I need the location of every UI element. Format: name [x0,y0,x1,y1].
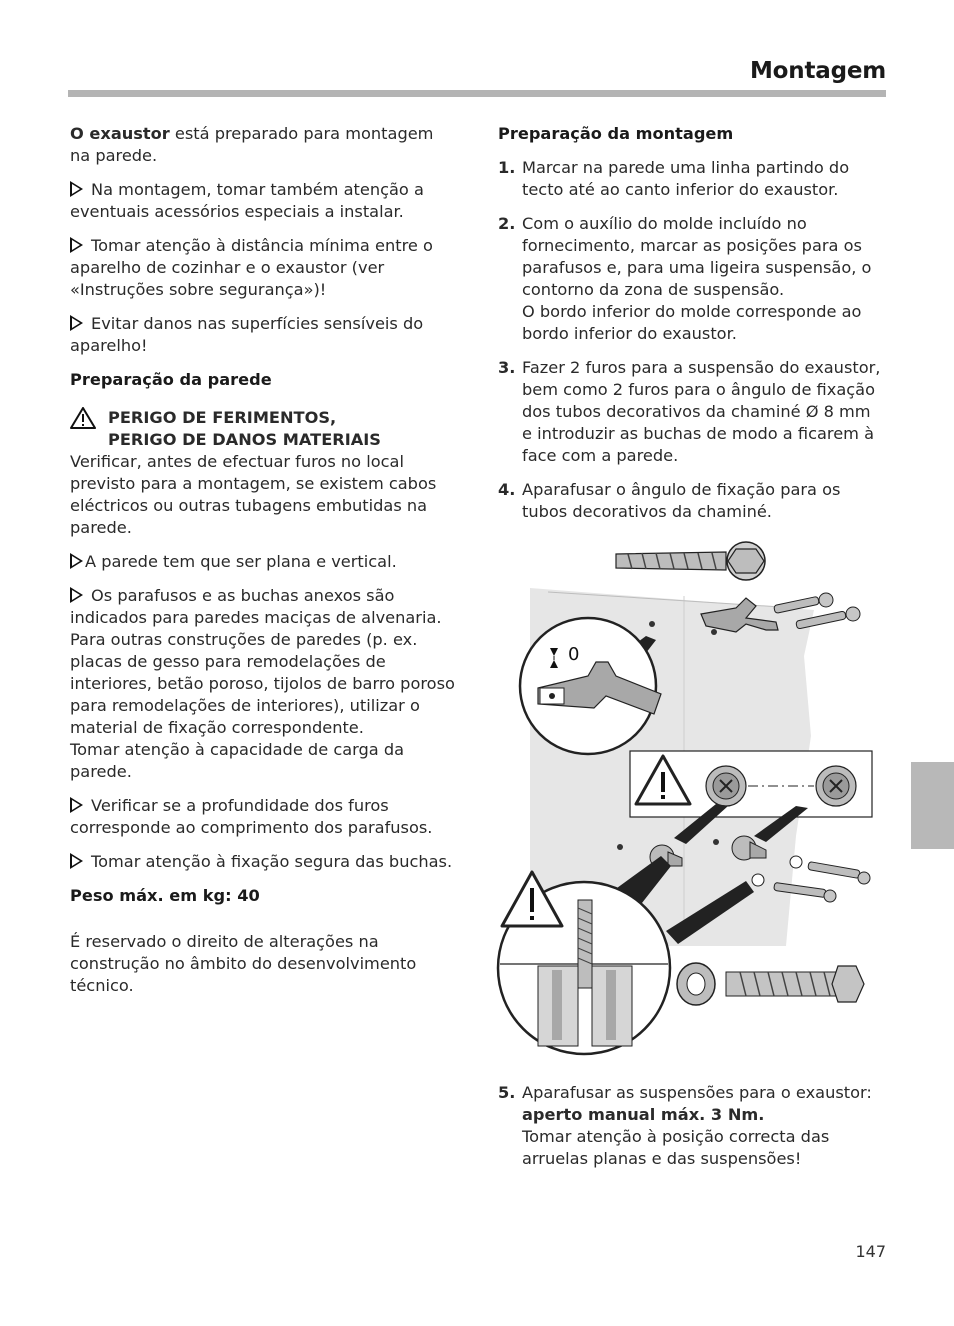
warning-heading [70,407,455,451]
step-number: 5. [498,1083,516,1102]
step-item [498,213,883,345]
bullet-text: Os parafusos e as buchas anexos são indicados para paredes maciças de alvenaria. Para outras construções de paredes (p. ex. placas de gesso para remodelações de interiores, betão poroso, tijolos de barro poroso para remodelações de interiores), utilizar o material de fixação correspondente. [70,586,455,737]
step-text-2: O bordo inferior do molde corresponde ao bordo inferior do exaustor. [522,302,862,343]
step-item [498,479,883,523]
bullet-accessories [70,179,455,223]
step-item [498,357,883,467]
warning-triangle-icon [70,407,96,429]
chapter-tab [911,762,954,849]
bullet-damage [70,313,455,357]
step-text: Com o auxílio do molde incluído no fornecimento, marcar as posições para os parafusos e, para uma ligeira suspensão, o contorno da zona de suspensão. [522,214,872,299]
bullet-text: Na montagem, tomar também atenção a eventuais acessórios especiais a instalar. [70,180,424,221]
intro-bold: O exaustor [70,124,170,143]
steps-list-continued [498,1082,883,1170]
bullet-text: A parede tem que ser plana e vertical. [85,552,397,571]
bullet-text: Verificar se a profundidade dos furos corresponde ao comprimento dos parafusos. [70,796,433,837]
bullet-plugs [70,851,455,873]
step-text: Aparafusar o ângulo de fixação para os tubos decorativos da chaminé. [522,480,841,521]
step-5 [498,1082,883,1182]
step-text: Fazer 2 furos para a suspensão do exaustor, bem como 2 furos para o ângulo de fixação dos tubos decorativos da chaminé Ø 8 mm e introduzir as buchas de modo a ficarem à face com a parede. [522,358,881,465]
max-weight: Peso máx. em kg: 40 [70,886,260,905]
triangle-bullet-icon [70,237,83,253]
gap-zero-label: 0 [568,644,580,665]
bullet-text: Tomar atenção à fixação segura das buchas. [91,852,453,871]
step-item [498,1082,883,1170]
step-number: 3. [498,358,516,377]
step-number: 2. [498,214,516,233]
triangle-bullet-icon [70,797,83,813]
bullet-screws [70,585,455,739]
right-column [498,123,883,535]
load-capacity-text: Tomar atenção à capacidade de carga da parede. [70,740,405,781]
triangle-bullet-icon [70,181,83,197]
warning-text: Verificar, antes de efectuar furos no local previsto para a montagem, se existem cabos eléctricos ou outras tubagens embutidas na parede. [70,452,437,537]
warning-frame-plugs [630,751,872,817]
mounting-illustration [496,536,876,1058]
step-number: 1. [498,158,516,177]
washer-and-screw [677,963,864,1005]
bullet-flat-wall [70,551,455,573]
triangle-bullet-icon [70,315,83,331]
top-screw-illustration [616,542,765,580]
step-item [498,157,883,201]
bullet-text: Tomar atenção à distância mínima entre o aparelho de cozinhar e o exaustor (ver «Instruções sobre segurança»)! [70,236,433,299]
step-number: 4. [498,480,516,499]
reserved-rights-text: É reservado o direito de alterações na construção no âmbito do desenvolvimento técnico. [70,932,417,995]
step-text-2: Tomar atenção à posição correcta das arruelas planas e das suspensões! [522,1127,830,1168]
header-rule [68,90,886,97]
step-text: Marcar na parede uma linha partindo do tecto até ao canto inferior do exaustor. [522,158,850,199]
step-text-bold: aperto manual máx. 3 Nm. [522,1105,765,1124]
triangle-bullet-icon [70,587,83,603]
bullet-distance [70,235,455,301]
page-number: 147 [855,1242,886,1261]
intro-paragraph [70,123,455,167]
triangle-bullet-icon [70,853,83,869]
warning-line-1: PERIGO DE FERIMENTOS, [108,408,337,427]
section-heading-wall: Preparação da parede [70,370,272,389]
intro-text: está preparado para montagem na parede. [70,124,434,165]
steps-list [498,157,883,523]
bullet-depth [70,795,455,839]
warning-block [70,407,455,539]
page-title: Montagem [749,58,886,84]
bullet-text: Evitar danos nas superfícies sensíveis do aparelho! [70,314,424,355]
section-heading-preparation: Preparação da montagem [498,124,734,143]
triangle-bullet-icon [70,553,83,569]
step-text: Aparafusar as suspensões para o exaustor: [522,1083,872,1102]
left-column [70,123,455,1009]
warning-line-2: PERIGO DE DANOS MATERIAIS [108,430,381,449]
